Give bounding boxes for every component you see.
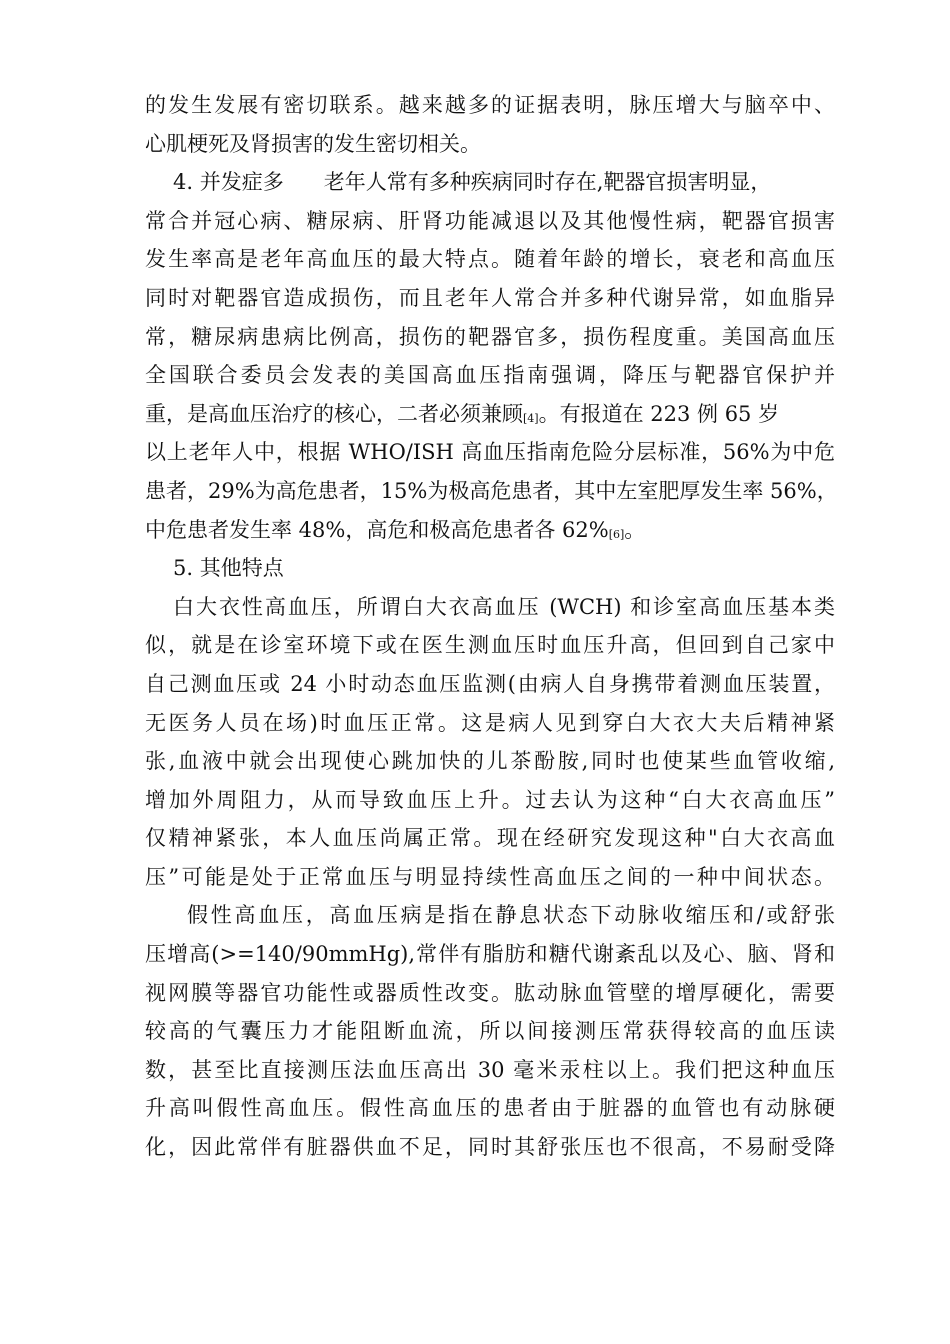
paragraph-line [145, 318, 835, 357]
paragraph-line [145, 433, 835, 472]
document-body [145, 86, 838, 1167]
paragraph-line [145, 1128, 835, 1167]
paragraph-line [145, 356, 835, 395]
section-heading-line [145, 549, 835, 588]
section-heading: 5. 其他特点 [173, 556, 284, 581]
paragraph-line [145, 1089, 835, 1128]
text-run: 视网膜等器官功能性或器质性改变。肱动脉血管壁的增厚硬化，需要 [145, 980, 835, 1005]
paragraph-line [145, 511, 835, 550]
paragraph-line [145, 86, 835, 125]
text-run: 。 [624, 517, 646, 542]
paragraph-line [145, 896, 835, 935]
text-run: 中危患者发生率 48%，高危和极高危患者各 62% [145, 517, 609, 542]
text-run: 数，甚至比直接测压法血压高出 30 毫米汞柱以上。我们把这种血压 [145, 1057, 835, 1082]
paragraph-line [145, 935, 835, 974]
paragraph-line [145, 781, 835, 820]
paragraph-line [145, 626, 835, 665]
text-run: 同时对靶器官造成损伤，而且老年人常合并多种代谢异常，如血脂异 [145, 285, 835, 310]
paragraph-line [145, 742, 835, 781]
text-run: 全国联合委员会发表的美国高血压指南强调，降压与靶器官保护并 [145, 363, 835, 388]
paragraph-line [145, 665, 835, 704]
text-run: 。有报道在 223 例 65 岁 [538, 401, 780, 426]
paragraph-line [145, 974, 835, 1013]
text-run: 压”可能是处于正常血压与明显持续性高血压之间的一种中间状态。 [145, 864, 835, 889]
section-heading: 4. 并发症多 [173, 170, 284, 195]
text-run: 重，是高血压治疗的核心，二者必须兼顾 [145, 401, 523, 426]
paragraph-line [145, 472, 838, 511]
text-run: 心肌梗死及肾损害的发生密切相关。 [145, 131, 481, 156]
paragraph-line [145, 125, 835, 164]
text-run: 常合并冠心病、糖尿病、肝肾功能减退以及其他慢性病，靶器官损害 [145, 208, 835, 233]
text-run: 假性高血压，高血压病是指在静息状态下动脉收缩压和/或舒张 [187, 903, 835, 928]
text-run: 压增高(>=140/90mmHg),常伴有脂肪和糖代谢紊乱以及心、脑、肾和 [145, 942, 835, 967]
text-run: 化，因此常伴有脏器供血不足，同时其舒张压也不很高，不易耐受降 [145, 1135, 835, 1160]
text-run: 增加外周阻力，从而导致血压上升。过去认为这种“白大衣高血压” [145, 787, 835, 812]
text-run: 常，糖尿病患病比例高，损伤的靶器官多，损伤程度重。美国高血压 [145, 324, 835, 349]
paragraph-line [145, 819, 835, 858]
text-run: 仅精神紧张，本人血压尚属正常。现在经研究发现这种"白大衣高血 [145, 826, 835, 851]
text-run: 以上老年人中，根据 WHO/ISH 高血压指南危险分层标准，56%为中危 [145, 440, 835, 465]
text-run: 张,血液中就会出现使心跳加快的儿茶酚胺,同时也使某些血管收缩, [145, 749, 835, 774]
paragraph-line [145, 395, 835, 434]
paragraph-line [145, 858, 835, 897]
paragraph-line [145, 588, 835, 627]
text-run: 的发生发展有密切联系。越来越多的证据表明，脉压增大与脑卒中、 [145, 93, 835, 117]
text-run: 老年人常有多种疾病同时存在,靶器官损害明显， [323, 170, 772, 195]
text-run: 升高叫假性高血压。假性高血压的患者由于脏器的血管也有动脉硬 [145, 1096, 835, 1121]
text-run: 似，就是在诊室环境下或在医生测血压时血压升高，但回到自己家中 [145, 633, 835, 658]
text-run: 自己测血压或 24 小时动态血压监测(由病人自身携带着测血压装置， [145, 671, 835, 696]
text-run: 患者，29%为高危患者，15%为极高危患者，其中左室肥厚发生率 56%， [145, 478, 838, 503]
citation-marker: [6] [608, 527, 625, 541]
paragraph-line [145, 202, 835, 241]
paragraph-line [145, 1012, 835, 1051]
paragraph-line [145, 704, 835, 743]
citation-marker: [4] [523, 411, 539, 425]
text-run: 白大衣性高血压，所谓白大衣高血压 (WCH) 和诊室高血压基本类 [173, 594, 835, 619]
text-run: 发生率高是老年高血压的最大特点。随着年龄的增长，衰老和高血压 [145, 247, 835, 272]
text-run: 无医务人员在场)时血压正常。这是病人见到穿白大衣大夫后精神紧 [145, 710, 835, 735]
paragraph-line [145, 1051, 835, 1090]
paragraph-line [145, 279, 835, 318]
paragraph-line [145, 240, 835, 279]
text-run: 较高的气囊压力才能阻断血流，所以间接测压常获得较高的血压读 [145, 1019, 835, 1044]
section-heading-line [145, 163, 835, 202]
